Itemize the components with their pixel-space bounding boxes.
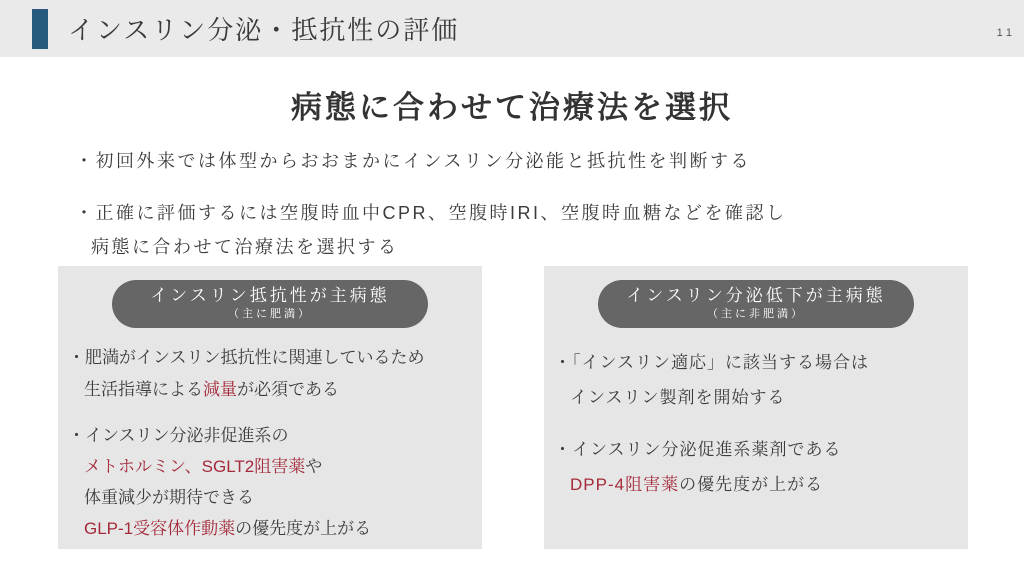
- highlight-metformin-sglt2: メトホルミン、SGLT2阻害薬: [84, 457, 306, 476]
- card-left-pill-title: インスリン抵抗性が主病態: [150, 286, 390, 305]
- card-left-pill-subtitle: （主に肥満）: [228, 308, 312, 320]
- card-left-paragraph-2: [68, 420, 474, 544]
- text-run: や: [305, 457, 323, 476]
- card-right-paragraph-1: [554, 345, 960, 415]
- highlight-genryo: 減量: [203, 380, 237, 399]
- card-left-p1-line-2: [84, 374, 474, 406]
- card-right-p1-line-2: インスリン製剤を開始する: [570, 388, 786, 407]
- accent-bar: [32, 9, 48, 49]
- slide-header: [0, 0, 1024, 57]
- card-right-p2-line-1: ・インスリン分泌促進系薬剤である: [554, 440, 842, 459]
- card-right-pill-title: インスリン分泌低下が主病態: [626, 286, 886, 305]
- card-insulin-resistance: [58, 266, 482, 549]
- text-run: が必須である: [237, 380, 339, 399]
- card-right-body: [544, 345, 968, 502]
- page-number: 11: [996, 27, 1016, 39]
- card-right-p1-line-1: ・「インスリン適応」に該当する場合は: [554, 353, 869, 372]
- text-run: 生活指導による: [84, 380, 203, 399]
- text-run: の優先度が上がる: [679, 475, 824, 494]
- main-title: 病態に合わせて治療法を選択: [291, 90, 733, 125]
- card-left-p2-line-1: ・インスリン分泌非促進系の: [68, 426, 289, 445]
- card-left-body: [58, 342, 482, 544]
- intro-bullet-1-line: ・初回外来では体型からおおまかにインスリン分泌能と抵抗性を判断する: [75, 151, 751, 171]
- card-right-pill-subtitle: （主に非肥満）: [707, 308, 805, 320]
- card-left-p2-line-4: [84, 513, 474, 544]
- intro-bullet-1: [75, 144, 984, 178]
- highlight-dpp4: DPP-4阻害薬: [570, 475, 680, 494]
- text-run: の優先度が上がる: [235, 519, 372, 538]
- card-right-pill-header: [598, 280, 914, 328]
- card-left-p2-line-3: 体重減少が期待できる: [84, 488, 254, 507]
- comparison-cards: [58, 266, 968, 549]
- card-right-paragraph-2: [554, 432, 960, 502]
- card-insulin-secretion-decline: [544, 266, 968, 549]
- highlight-glp1: GLP-1受容体作動薬: [84, 519, 236, 538]
- card-left-p2-line-2: [84, 451, 474, 482]
- intro-bullets: [75, 144, 984, 264]
- intro-bullet-2-line-2: 病態に合わせて治療法を選択する: [91, 237, 399, 257]
- card-left-paragraph-1: [68, 342, 474, 406]
- card-left-p1-line-1: ・肥満がインスリン抵抗性に関連しているため: [68, 348, 425, 367]
- card-right-p2-line-2: [570, 467, 960, 502]
- slide-header-title: インスリン分泌・抵抗性の評価: [68, 15, 460, 45]
- intro-bullet-2: [75, 196, 984, 264]
- intro-bullet-2-line-1: ・正確に評価するには空腹時血中CPR、空腹時IRI、空腹時血糖などを確認し: [75, 203, 787, 223]
- card-left-pill-header: [112, 280, 428, 328]
